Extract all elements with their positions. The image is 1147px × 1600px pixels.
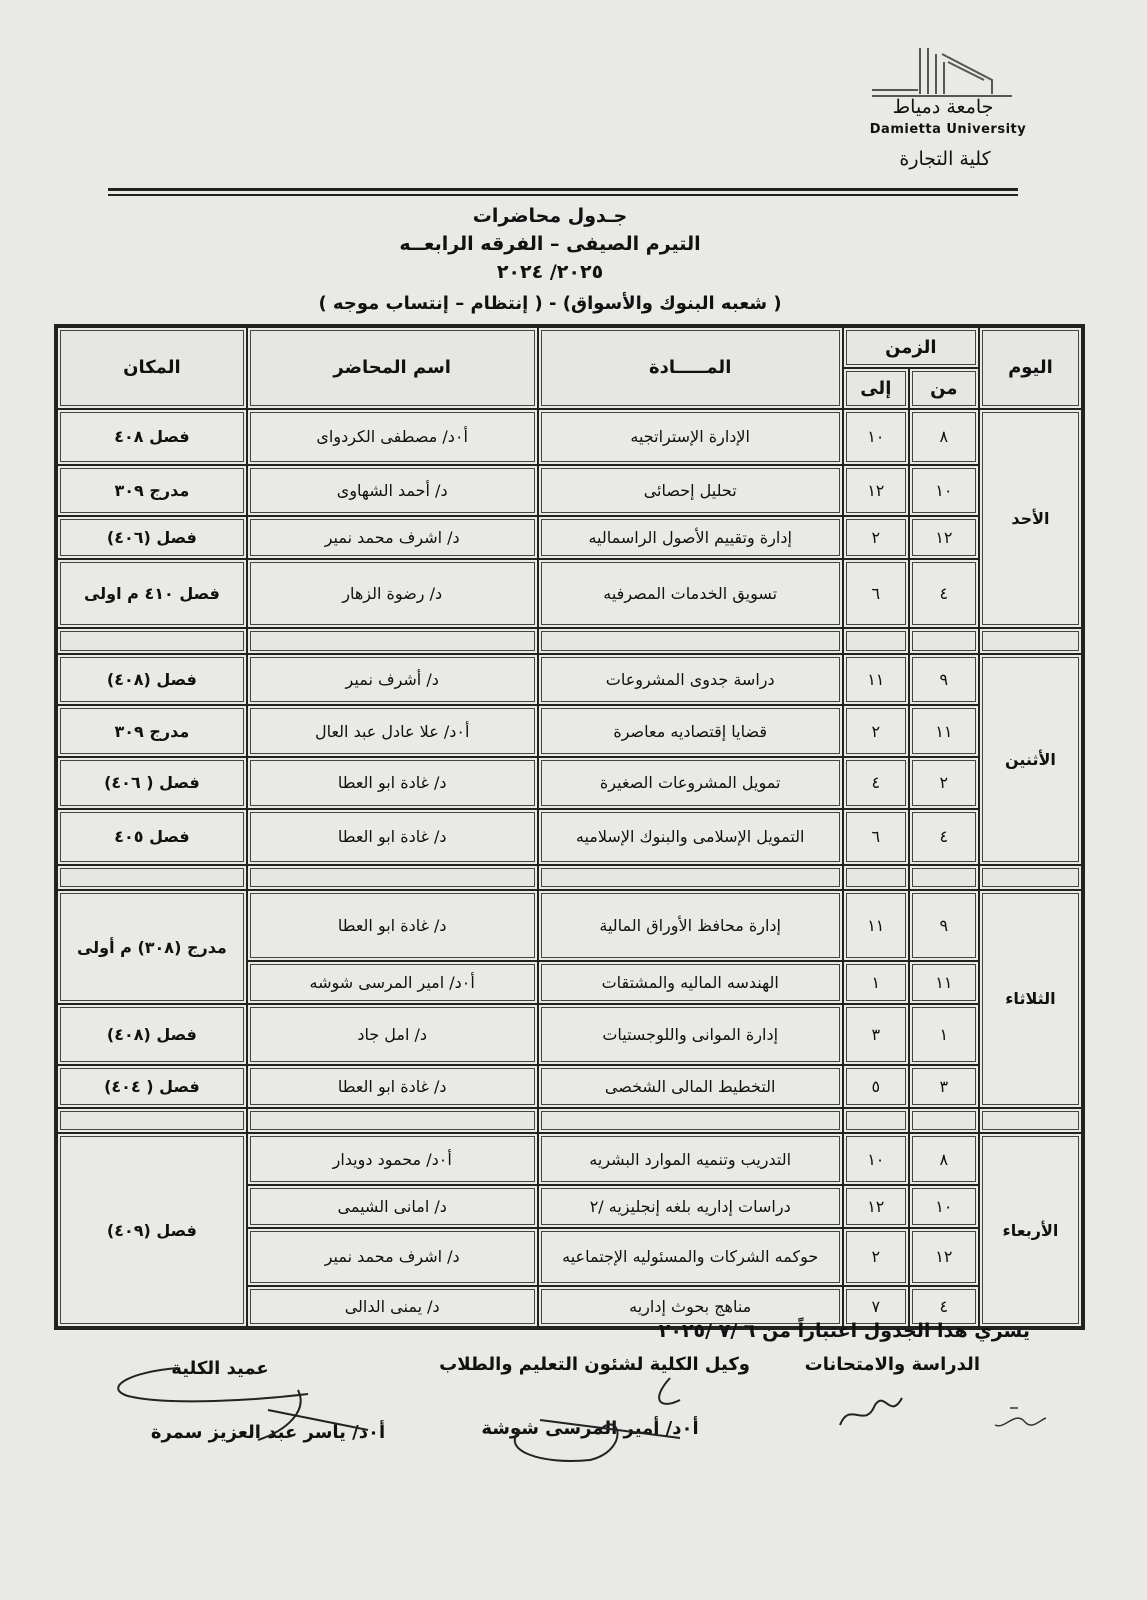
dean-title: عميد الكلية <box>171 1358 269 1379</box>
lecturer-cell: د/ غادة ابو العطا <box>247 757 538 809</box>
header-day: اليوم <box>979 327 1082 409</box>
header-lecturer: اسم المحاضر <box>247 327 538 409</box>
table-row <box>57 465 1082 517</box>
header-from: من <box>909 368 979 409</box>
lecturer-cell: أ٠د/ علا عادل عبد العال <box>247 705 538 757</box>
day-cell: الأربعاء <box>979 1133 1082 1327</box>
lecturer-cell: أ٠د/ امير المرسى شوشه <box>247 961 538 1004</box>
from-cell: ٤ <box>909 559 979 628</box>
place-cell: فصل ٤١٠ م اولى <box>57 559 247 628</box>
to-cell: ٧ <box>843 1286 909 1327</box>
lecturer-cell: أ٠د/ محمود دويدار <box>247 1133 538 1185</box>
initials-mark <box>990 1400 1050 1440</box>
table-row <box>57 1065 1082 1108</box>
to-cell: ٥ <box>843 1065 909 1108</box>
place-cell: فصل (٤٠٦) <box>57 516 247 559</box>
header-divider <box>108 188 1018 191</box>
header-divider <box>108 194 1018 196</box>
doc-subtitle: التيرم الصيفى – الفرقه الرابعــه <box>399 233 701 255</box>
header-to: إلى <box>843 368 909 409</box>
schedule-table <box>54 324 1085 1330</box>
from-cell: ١١ <box>909 705 979 757</box>
lecturer-cell: د/ امانى الشيمى <box>247 1185 538 1228</box>
to-cell: ١٠ <box>843 1133 909 1185</box>
lecturer-cell: د/ غادة ابو العطا <box>247 809 538 865</box>
header-subject: المـــــادة <box>538 327 843 409</box>
university-name-en: Damietta University <box>869 122 1027 137</box>
place-cell: مدرج (٣٠٨) م أولى <box>57 890 247 1004</box>
to-cell: ١ <box>843 961 909 1004</box>
vice-dean-name: أ٠د/ أمير المرسى شوشة <box>481 1418 699 1439</box>
subject-cell: قضايا إقتصاديه معاصرة <box>538 705 843 757</box>
table-row <box>57 705 1082 757</box>
subject-cell: تمويل المشروعات الصغيرة <box>538 757 843 809</box>
to-cell: ١٠ <box>843 409 909 465</box>
from-cell: ١٢ <box>909 1228 979 1286</box>
to-cell: ٦ <box>843 559 909 628</box>
subject-cell: الهندسه الماليه والمشتقات <box>538 961 843 1004</box>
table-row <box>57 757 1082 809</box>
table-row <box>57 890 1082 961</box>
table-row <box>57 559 1082 628</box>
header-time: الزمن <box>843 327 979 368</box>
to-cell: ٢ <box>843 516 909 559</box>
lecturer-cell: د/ غادة ابو العطا <box>247 1065 538 1108</box>
place-cell: فصل ٤٠٨ <box>57 409 247 465</box>
academic-year: ٢٠٢٥/ ٢٠٢٤ <box>496 261 604 283</box>
subject-cell: دراسة جدوى المشروعات <box>538 654 843 706</box>
from-cell: ٤ <box>909 1286 979 1327</box>
subject-cell: التدريب وتنميه الموارد البشريه <box>538 1133 843 1185</box>
lecturer-cell: أ٠د/ مصطفى الكردواى <box>247 409 538 465</box>
effective-date-note: يسري هذا الجدول اعتباراً من ٦ /٧ /٢٠٢٥ <box>658 1320 1030 1342</box>
spacer-row <box>57 628 1082 654</box>
from-cell: ٨ <box>909 1133 979 1185</box>
vice-dean-title: وكيل الكلية لشئون التعليم والطلاب <box>439 1354 750 1375</box>
subject-cell: مناهج بحوث إداريه <box>538 1286 843 1327</box>
to-cell: ٤ <box>843 757 909 809</box>
subject-cell: تسويق الخدمات المصرفيه <box>538 559 843 628</box>
subject-cell: التمويل الإسلامى والبنوك الإسلاميه <box>538 809 843 865</box>
lecturer-cell: د/ غادة ابو العطا <box>247 890 538 961</box>
from-cell: ٩ <box>909 654 979 706</box>
to-cell: ٣ <box>843 1004 909 1064</box>
to-cell: ٢ <box>843 1228 909 1286</box>
table-row <box>57 1133 1082 1185</box>
from-cell: ٨ <box>909 409 979 465</box>
subject-cell: تحليل إحصائى <box>538 465 843 517</box>
subject-cell: إدارة محافظ الأوراق المالية <box>538 890 843 961</box>
spacer-row <box>57 865 1082 891</box>
subject-cell: دراسات إداريه بلغه إنجليزيه /٢ <box>538 1185 843 1228</box>
from-cell: ١ <box>909 1004 979 1064</box>
lecturer-cell: د/ اشرف محمد نمير <box>247 516 538 559</box>
place-cell: مدرج ٣٠٩ <box>57 705 247 757</box>
place-cell: فصل ٤٠٥ <box>57 809 247 865</box>
table-row <box>57 409 1082 465</box>
lecturer-cell: د/ رضوة الزهار <box>247 559 538 628</box>
spacer-row <box>57 1108 1082 1134</box>
from-cell: ٤ <box>909 809 979 865</box>
place-cell: فصل ( ٤٠٦) <box>57 757 247 809</box>
table-row <box>57 654 1082 706</box>
to-cell: ١٢ <box>843 1185 909 1228</box>
table-row <box>57 1004 1082 1064</box>
university-name-ar: جامعة دمياط <box>892 96 994 118</box>
to-cell: ١١ <box>843 654 909 706</box>
study-signature <box>830 1380 910 1440</box>
lecturer-cell: د/ امل جاد <box>247 1004 538 1064</box>
from-cell: ١٠ <box>909 1185 979 1228</box>
from-cell: ١٢ <box>909 516 979 559</box>
table-row <box>57 809 1082 865</box>
to-cell: ١١ <box>843 890 909 961</box>
subject-cell: حوكمه الشركات والمسئوليه الإجتماعيه <box>538 1228 843 1286</box>
from-cell: ١٠ <box>909 465 979 517</box>
place-cell: مدرج ٣٠٩ <box>57 465 247 517</box>
to-cell: ٦ <box>843 809 909 865</box>
to-cell: ٢ <box>843 705 909 757</box>
table-row <box>57 516 1082 559</box>
lecturer-cell: د/ يمنى الدالى <box>247 1286 538 1327</box>
day-cell: الأحد <box>979 409 1082 628</box>
from-cell: ٢ <box>909 757 979 809</box>
vice-dean-signature <box>480 1370 720 1470</box>
day-cell: الثلاثاء <box>979 890 1082 1107</box>
subject-cell: إدارة الموانى واللوجستيات <box>538 1004 843 1064</box>
dean-signature <box>108 1350 408 1460</box>
lecturer-cell: د/ اشرف محمد نمير <box>247 1228 538 1286</box>
day-cell: الأثنين <box>979 654 1082 865</box>
study-exams-label: الدراسة والامتحانات <box>804 1354 980 1375</box>
header-place: المكان <box>57 327 247 409</box>
place-cell: فصل ( ٤٠٤) <box>57 1065 247 1108</box>
lecturer-cell: د/ أشرف نمير <box>247 654 538 706</box>
lecturer-cell: د/ أحمد الشهاوى <box>247 465 538 517</box>
to-cell: ١٢ <box>843 465 909 517</box>
faculty-name: كلية التجارة <box>899 148 991 170</box>
from-cell: ١١ <box>909 961 979 1004</box>
division-label: ( شعبه البنوك والأسواق) - ( إنتظام – إنتساب موجه ) <box>318 293 782 314</box>
dean-name: أ٠د/ ياسر عبد العزيز سمرة <box>150 1422 386 1443</box>
from-cell: ٩ <box>909 890 979 961</box>
place-cell: فصل (٤٠٨) <box>57 1004 247 1064</box>
from-cell: ٣ <box>909 1065 979 1108</box>
subject-cell: الإدارة الإستراتجيه <box>538 409 843 465</box>
subject-cell: إدارة وتقييم الأصول الراسماليه <box>538 516 843 559</box>
doc-title: جـدول محاضرات <box>472 205 628 227</box>
place-cell: فصل (٤٠٨) <box>57 654 247 706</box>
place-cell: فصل (٤٠٩) <box>57 1133 247 1327</box>
subject-cell: التخطيط المالى الشخصى <box>538 1065 843 1108</box>
